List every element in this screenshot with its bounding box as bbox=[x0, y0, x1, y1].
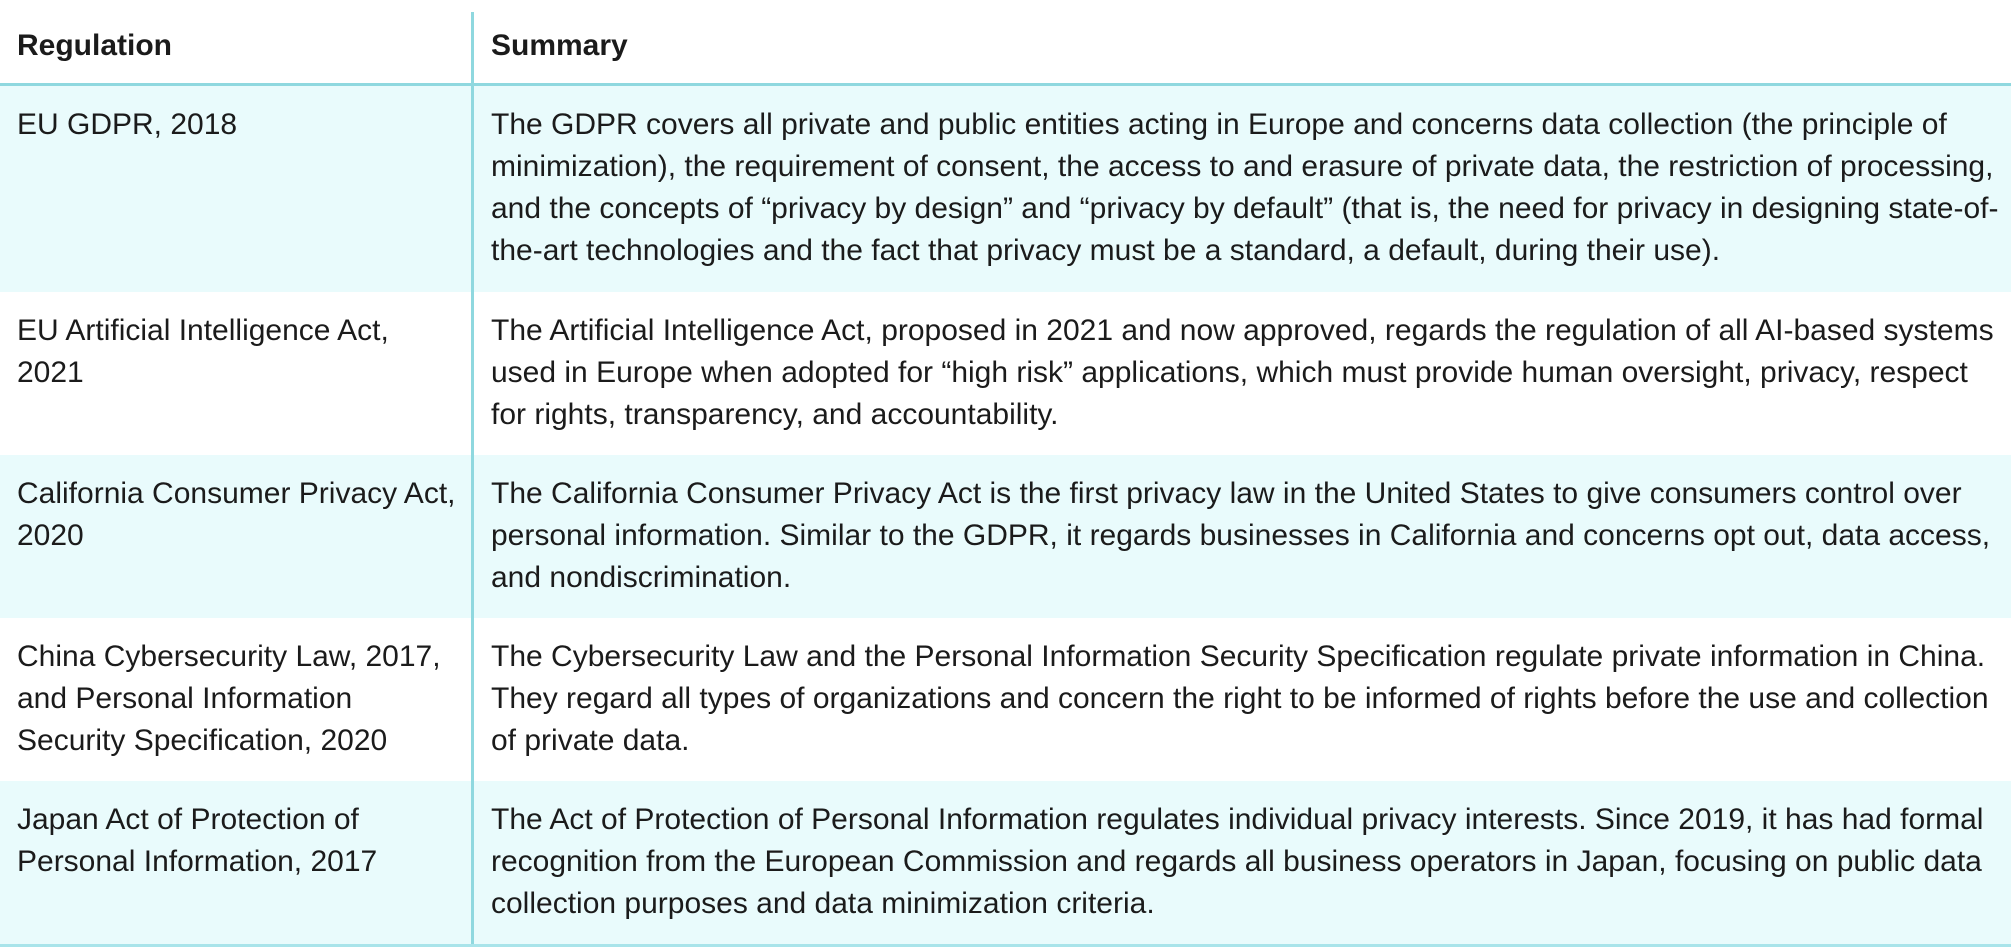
summary-cell: The California Consumer Privacy Act is the first privacy law in the United States to give consumers control over personal information. Similar to the GDPR, it regards businesses in California and concerns opt out, data access, and nondiscrimination. bbox=[491, 477, 1991, 594]
summary-cell: The Act of Protection of Personal Information regulates individual privacy interests. Since 2019, it has had formal recognition from the European Commission and regards all business operators in Japan, focusing on public data collection purposes and data minimization criteria. bbox=[491, 803, 1984, 920]
table-row bbox=[0, 86, 2011, 292]
column-header-regulation: Regulation bbox=[0, 12, 474, 83]
summary-cell: The Cybersecurity Law and the Personal Information Security Specification regulate private information in China. They regard all types of organizations and concern the right to be informed of rights before the use and collection of private data. bbox=[491, 640, 1989, 757]
table-row bbox=[0, 781, 2011, 944]
table-row bbox=[0, 292, 2011, 455]
column-header-summary: Summary bbox=[491, 29, 628, 62]
table-row bbox=[0, 455, 2011, 618]
summary-cell: The Artificial Intelligence Act, proposed in 2021 and now approved, regards the regulation of all AI-based systems used in Europe when adopted for “high risk” applications, which must provide human oversight, privacy, respect for rights, transparency, and accountability. bbox=[491, 314, 1994, 431]
regulation-cell: Japan Act of Protection of Personal Information, 2017 bbox=[0, 781, 474, 944]
regulations-table bbox=[0, 12, 2011, 947]
summary-cell: The GDPR covers all private and public entities acting in Europe and concerns data collection (the principle of minimization), the requirement of consent, the access to and erasure of private data, the restriction of processing, and the concepts of “privacy by design” and “privacy by default” (that is, the need for privacy in designing state-of-the-art technologies and the fact that privacy must be a standard, a default, during their use). bbox=[491, 108, 1999, 267]
regulation-cell: EU Artificial Intelligence Act, 2021 bbox=[0, 292, 474, 455]
table-header-row bbox=[0, 12, 2011, 86]
regulation-cell: China Cybersecurity Law, 2017, and Personal Information Security Specification, 2020 bbox=[0, 618, 474, 781]
table-row bbox=[0, 618, 2011, 781]
regulation-cell: EU GDPR, 2018 bbox=[0, 86, 474, 292]
regulation-cell: California Consumer Privacy Act, 2020 bbox=[0, 455, 474, 618]
